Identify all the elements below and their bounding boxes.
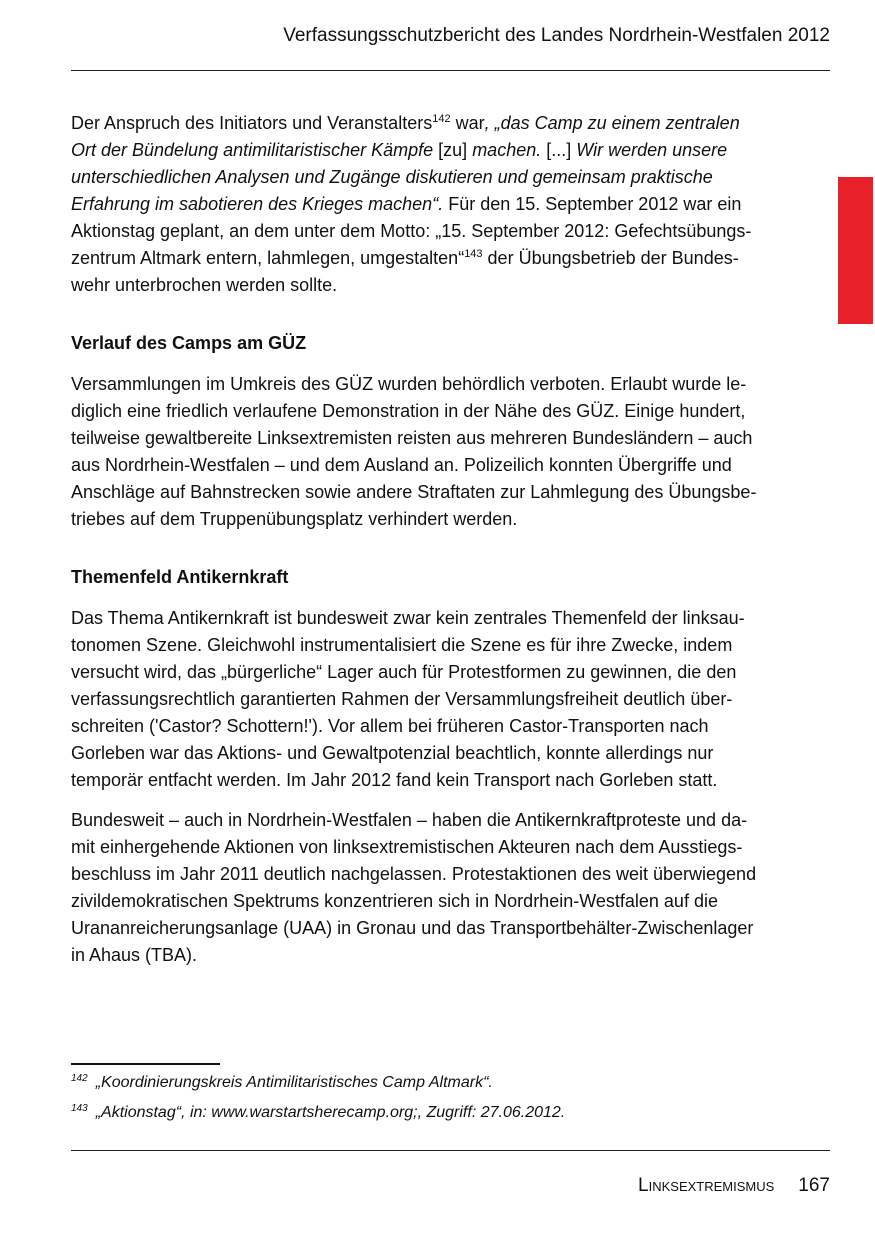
line: diglich eine friedlich verlaufene Demonstration in der Nähe des GÜZ. Einige hundert, — [71, 401, 746, 421]
line: Das Thema Antikernkraft ist bundesweit zwar kein zentrales Themenfeld der linksau- — [71, 608, 745, 628]
line: versucht wird, das „bürgerliche“ Lager auch für Protestformen zu gewinnen, die den — [71, 662, 737, 682]
line: Aktionstag geplant, an dem unter dem Motto: „15. September 2012: Gefechtsübungs- — [71, 221, 752, 241]
heading-antikernkraft: Themenfeld Antikernkraft — [71, 567, 289, 587]
footnote-number: 143 — [71, 1102, 88, 1114]
line: zivildemokratischen Spektrums konzentrieren sich in Nordrhein-Westfalen auf die — [71, 891, 718, 911]
text: [...] — [541, 140, 577, 160]
footnote-text: „Aktionstag“, in: www.warstartsherecamp.org;, Zugriff: 27.06.2012. — [95, 1104, 566, 1121]
line: triebes auf dem Truppenübungsplatz verhindert werden. — [71, 509, 518, 529]
line: Gorleben war das Aktions- und Gewaltpotenzial beachtlich, konnte allerdings nur — [71, 743, 714, 763]
line: tonomen Szene. Gleichwohl instrumentalisiert die Szene es für ihre Zwecke, indem — [71, 635, 733, 655]
page-footer — [638, 1175, 830, 1197]
heading-camp-verlauf: Verlauf des Camps am GÜZ — [71, 333, 307, 353]
running-header: Verfassungsschutzbericht des Landes Nordrhein-Westfalen 2012 — [283, 25, 830, 46]
footnote-142 — [71, 1072, 565, 1094]
section-title: Linksextremismus — [638, 1175, 775, 1196]
quote: Wir werden unsere — [576, 140, 728, 160]
text: Für den 15. September 2012 war ein — [443, 194, 742, 214]
paragraph-2 — [71, 371, 787, 533]
line: Urananreicherungsanlage (UAA) in Gronau und das Transportbehälter-Zwischenlager — [71, 918, 754, 938]
line — [71, 137, 787, 164]
line — [71, 110, 787, 137]
footnote-text: „Koordinierungskreis Antimilitaristisches Camp Altmark“. — [95, 1074, 493, 1091]
quote: , „das Camp zu einem zentralen — [484, 113, 740, 133]
line: Anschläge auf Bahnstrecken sowie andere Straftaten zur Lahmlegung des Übungsbe- — [71, 482, 757, 502]
page-number: 167 — [798, 1175, 830, 1196]
line: mit einhergehende Aktionen von linksextremistischen Akteuren nach dem Ausstiegs- — [71, 837, 743, 857]
line — [71, 191, 787, 218]
line: aus Nordrhein-Westfalen – und dem Ausland an. Polizeilich konnten Übergriffe und — [71, 455, 732, 475]
text: [zu] — [433, 140, 473, 160]
header-divider — [71, 70, 830, 71]
text: der Übungsbetrieb der Bundes- — [482, 248, 739, 268]
line — [71, 164, 787, 191]
quote: unterschiedlichen Analysen und Zugänge diskutieren und gemeinsam praktische — [71, 167, 713, 187]
text: Der Anspruch des Initiators und Veranstalters — [71, 113, 433, 133]
quote: Erfahrung im sabotieren des Krieges machen“. — [71, 194, 444, 214]
quote: Ort der Bündelung antimilitaristischer Kämpfe — [71, 140, 434, 160]
footer-divider — [71, 1150, 830, 1151]
paragraph-4 — [71, 807, 787, 969]
footnotes — [71, 1072, 565, 1132]
line: schreiten ('Castor? Schottern!'). Vor allem bei früheren Castor-Transporten nach — [71, 716, 709, 736]
body-text — [71, 110, 787, 982]
line: Versammlungen im Umkreis des GÜZ wurden behördlich verboten. Erlaubt wurde le- — [71, 374, 747, 394]
footnote-number: 142 — [71, 1072, 88, 1084]
footnote-ref-142: 142 — [432, 113, 451, 125]
line: in Ahaus (TBA). — [71, 945, 198, 965]
footnote-ref-143: 143 — [464, 248, 483, 260]
line: temporär entfacht werden. Im Jahr 2012 fand kein Transport nach Gorleben statt. — [71, 770, 718, 790]
line: verfassungsrechtlich garantierten Rahmen der Versammlungsfreiheit deutlich über- — [71, 689, 733, 709]
footnote-divider — [71, 1063, 220, 1065]
line: Bundesweit – auch in Nordrhein-Westfalen – haben die Antikernkraftproteste und da- — [71, 810, 748, 830]
line: beschluss im Jahr 2011 deutlich nachgelassen. Protestaktionen des weit überwiegend — [71, 864, 757, 884]
footnote-143 — [71, 1102, 565, 1124]
line: wehr unterbrochen werden sollte. — [71, 275, 338, 295]
line: teilweise gewaltbereite Linksextremisten reisten aus mehreren Bundesländern – auch — [71, 428, 753, 448]
paragraph-1 — [71, 110, 787, 299]
text: war — [450, 113, 485, 133]
quote: machen. — [472, 140, 542, 160]
chapter-tab-marker — [838, 177, 873, 324]
paragraph-3 — [71, 605, 787, 794]
text: zentrum Altmark entern, lahmlegen, umgestalten“ — [71, 248, 465, 268]
line — [71, 245, 787, 272]
